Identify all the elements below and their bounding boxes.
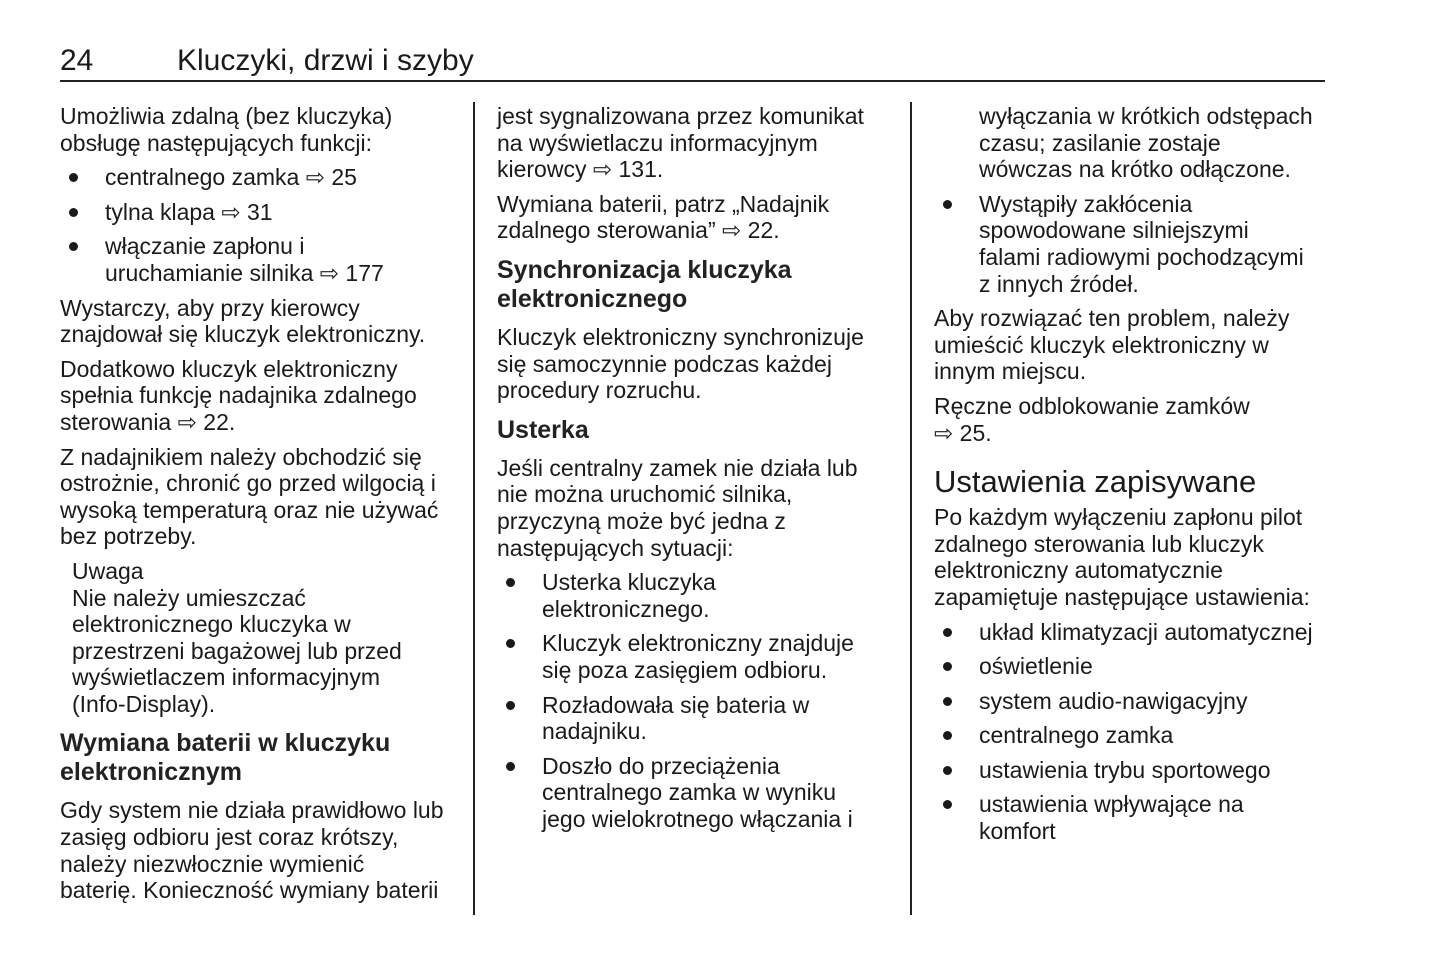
list-item-text: Rozładowała się bateria w nadajniku.	[542, 691, 810, 745]
paragraph: Umożliwia zdalną (bez kluczyka) obsługę następujących funkcji:	[60, 103, 393, 156]
list-item-text: centralnego zamka ⇨ 25	[105, 164, 357, 191]
list-item	[934, 722, 1334, 749]
list-item	[934, 791, 1334, 844]
list-item-text: oświetlenie	[979, 653, 1093, 680]
list-item	[60, 199, 460, 226]
bullet-icon	[69, 173, 78, 182]
paragraph: Dodatkowo kluczyk elektroniczny spełnia funkcję nadajnika zdalnego sterowania ⇨ 22.	[60, 355, 417, 435]
list-item-text: system audio-nawigacyjny	[979, 687, 1248, 714]
bullet-icon	[506, 578, 515, 587]
list-item	[497, 753, 897, 833]
paragraph: Wymiana baterii, patrz „Nadajnik zdalnego sterowania” ⇨ 22.	[497, 190, 830, 244]
note-box	[60, 558, 460, 718]
list-item	[497, 569, 897, 622]
chapter-heading: Ustawienia zapisywane	[934, 464, 1257, 500]
paragraph: Gdy system nie działa prawidłowo lub zasięg odbioru jest coraz krótszy, należy niezwłocznie wymienić baterię. Konieczność wymiany baterii	[60, 797, 444, 904]
column-divider	[473, 102, 475, 915]
bullet-icon	[943, 731, 952, 740]
chapter-title: Kluczyki, drzwi i szyby	[177, 44, 474, 77]
list-item	[934, 653, 1334, 680]
bullet-icon	[943, 628, 952, 637]
list-item	[497, 692, 897, 745]
list-item-text: ustawienia trybu sportowego	[979, 756, 1271, 783]
list-item-text: tylna klapa ⇨ 31	[105, 198, 273, 225]
column-3	[934, 103, 1334, 853]
list-item	[934, 191, 1334, 297]
list-item-text: Wystąpiły zakłócenia spowodowane silniejszymi falami radiowymi pochodzącymi z innych źródeł.	[979, 190, 1304, 297]
list-item	[60, 164, 460, 191]
column-divider	[910, 102, 912, 915]
list-item	[934, 688, 1334, 715]
header-rule	[60, 80, 1325, 82]
bullet-list	[60, 164, 460, 286]
section-heading: Wymiana baterii w kluczyku elektronicznym	[60, 729, 391, 787]
page-number: 24	[60, 44, 94, 77]
bullet-icon	[69, 208, 78, 217]
paragraph: Wystarczy, aby przy kierowcy znajdował się kluczyk elektroniczny.	[60, 294, 426, 348]
bullet-continuation: wyłączania w krótkich odstępach czasu; zasilanie zostaje wówczas na krótko odłączone.	[979, 103, 1313, 183]
bullet-icon	[506, 701, 515, 710]
bullet-list	[934, 619, 1334, 845]
column-1	[60, 103, 460, 912]
list-item-text: ustawienia wpływające na komfort	[979, 791, 1244, 845]
paragraph: Aby rozwiązać ten problem, należy umieścić kluczyk elektroniczny w innym miejscu.	[934, 305, 1290, 385]
bullet-icon	[943, 766, 952, 775]
list-item-text: Doszło do przeciążenia centralnego zamka w wyniku jego wielokrotnego włączania i	[542, 752, 853, 832]
section-heading: Synchronizacja kluczyka elektronicznego	[497, 255, 792, 313]
paragraph: jest sygnalizowana przez komunikat na wyświetlaczu informacyjnym kierowcy ⇨ 131.	[497, 103, 864, 183]
list-item-text: Kluczyk elektroniczny znajduje się poza zasięgiem odbioru.	[542, 630, 854, 683]
bullet-icon	[943, 662, 952, 671]
note-title: Uwaga	[72, 557, 144, 584]
paragraph: Z nadajnikiem należy obchodzić się ostrożnie, chronić go przed wilgocią i wysoką temperaturą oraz nie używać bez potrzeby.	[60, 443, 439, 550]
list-item-text: włączanie zapłonu i uruchamianie silnika ⇨ 177	[105, 233, 384, 286]
paragraph: Kluczyk elektroniczny synchronizuje się samoczynnie podczas każdej procedury rozruchu.	[497, 323, 864, 404]
paragraph: Ręczne odblokowanie zamków ⇨ 25.	[934, 392, 1250, 446]
list-item-text: centralnego zamka	[979, 722, 1174, 749]
list-item	[934, 619, 1334, 646]
bullet-list	[934, 191, 1334, 297]
bullet-icon	[943, 200, 952, 209]
paragraph: Jeśli centralny zamek nie działa lub nie można uruchomić silnika, przyczyną może być jedna z następujących sytuacji:	[497, 454, 858, 561]
bullet-icon	[69, 242, 78, 251]
list-item-text: układ klimatyzacji automatycznej	[979, 618, 1313, 645]
bullet-icon	[506, 762, 515, 771]
section-heading: Usterka	[497, 415, 589, 444]
bullet-icon	[943, 697, 952, 706]
bullet-icon	[506, 639, 515, 648]
list-item	[497, 630, 897, 683]
bullet-list	[497, 569, 897, 832]
bullet-icon	[943, 800, 952, 809]
list-item-text: Usterka kluczyka elektronicznego.	[542, 569, 716, 622]
note-text: Nie należy umieszczać elektronicznego kluczyka w przestrzeni bagażowej lub przed wyświetlaczem informacyjnym (Info-Display).	[72, 584, 402, 717]
list-item	[60, 233, 460, 286]
paragraph: Po każdym wyłączeniu zapłonu pilot zdalnego sterowania lub kluczyk elektroniczny automatycznie zapamiętuje następujące ustawienia:	[934, 504, 1310, 610]
column-2	[497, 103, 897, 840]
list-item	[934, 757, 1334, 784]
